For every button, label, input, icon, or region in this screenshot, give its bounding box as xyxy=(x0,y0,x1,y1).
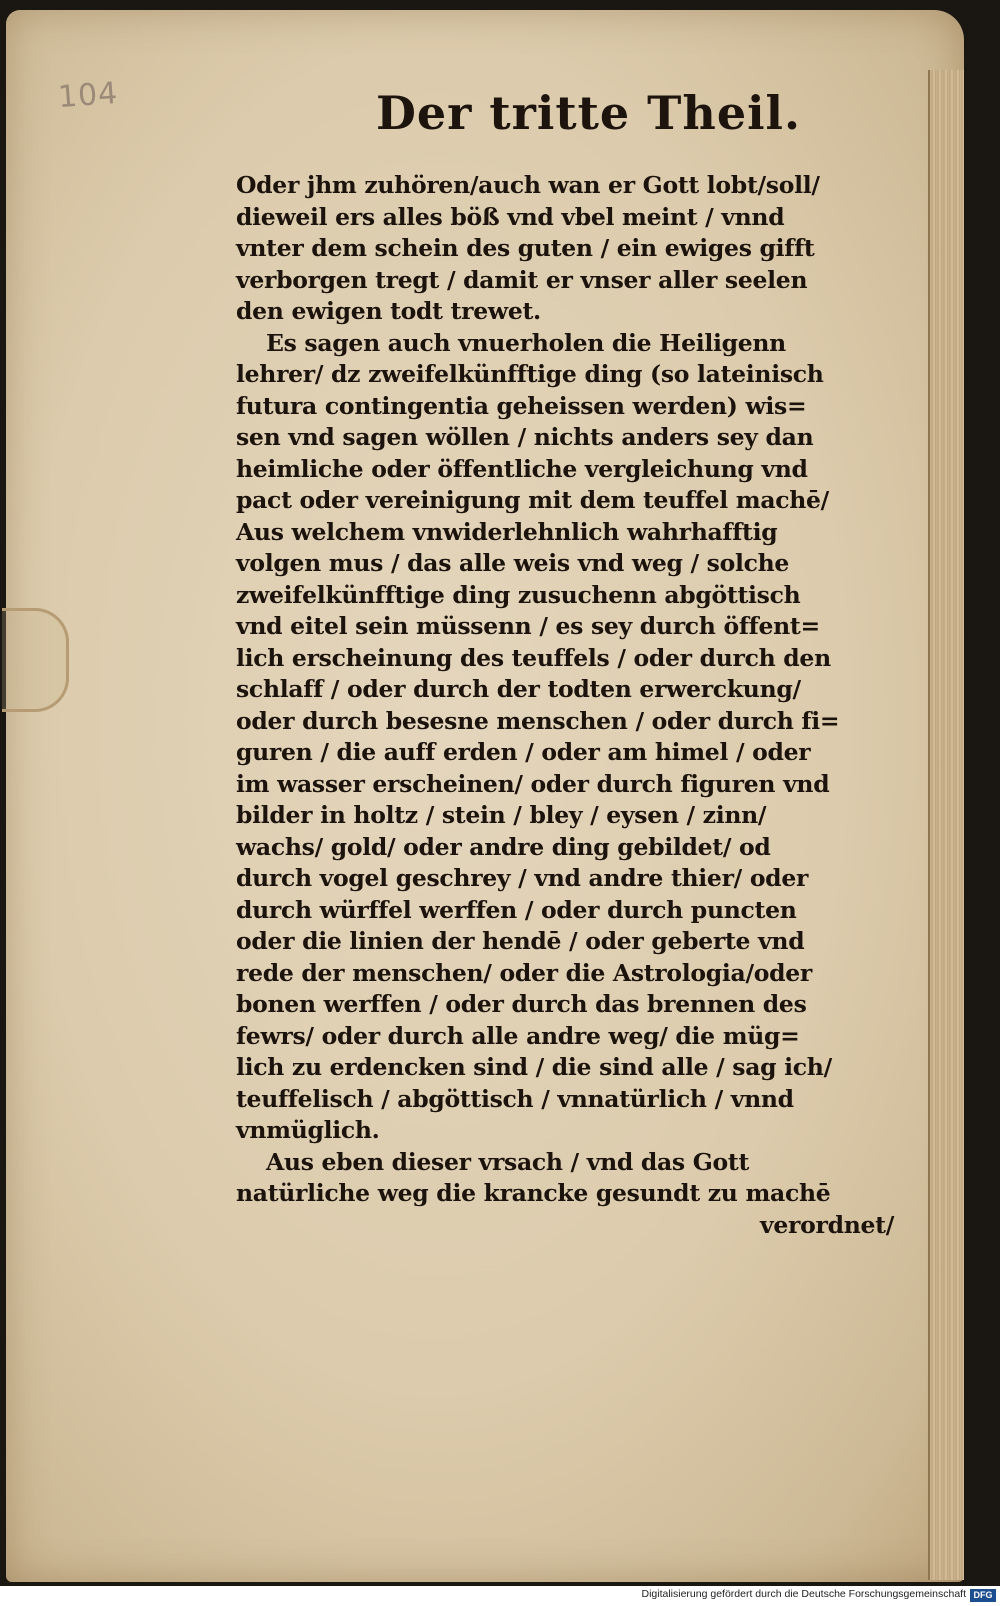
text-line: Es sagen auch vnuerholen die Heiligenn xyxy=(266,328,786,357)
text-line: verborgen tregt / damit er vnser aller seelen xyxy=(236,265,808,294)
text-line: bilder in holtz / stein / bley / eysen / zinn/ xyxy=(236,801,767,829)
text-line: zweifelkünfftige ding zusuchenn abgöttisch xyxy=(236,580,801,609)
text-line: lich zu erdencken sind / die sind alle / sag ich/ xyxy=(236,1053,832,1081)
text-line: volgen mus / das alle weis vnd weg / solche xyxy=(236,549,790,577)
text-line: pact oder vereinigung mit dem teuffel machē/ xyxy=(236,486,829,514)
book-page xyxy=(6,10,964,1582)
text-line: Aus eben dieser vrsach / vnd das Gott xyxy=(266,1147,749,1176)
text-line: heimliche oder öffentliche vergleichung vnd xyxy=(236,454,808,483)
funding-credit: Digitalisierung gefördert durch die Deutsche Forschungsgemeinschaft xyxy=(641,1588,966,1600)
running-head: Der tritte Theil. xyxy=(376,86,802,140)
text-line: oder durch besesne menschen / oder durch fi= xyxy=(236,706,840,735)
text-line: lich erscheinung des teuffels / oder durch den xyxy=(236,643,831,672)
text-line: futura contingentia geheissen werden) wis= xyxy=(236,391,807,420)
catchword: verordnet/ xyxy=(760,1210,894,1239)
text-line: bonen werffen / oder durch das brennen des xyxy=(236,990,807,1018)
text-line: im wasser erscheinen/ oder durch figuren vnd xyxy=(236,769,830,798)
text-line: vnmüglich. xyxy=(236,1116,380,1144)
text-line: schlaff / oder durch der todten erwerckung/ xyxy=(236,675,801,703)
text-line: sen vnd sagen wöllen / nichts anders sey dan xyxy=(236,423,814,451)
body-text xyxy=(236,170,906,1241)
text-line: lehrer/ dz zweifelkünfftige ding (so lateinisch xyxy=(236,360,824,388)
text-line: wachs/ gold/ oder andre ding gebildet/ od xyxy=(236,832,771,861)
text-line: fewrs/ oder durch alle andre weg/ die müg= xyxy=(236,1021,800,1050)
text-line: rede der menschen/ oder die Astrologia/oder xyxy=(236,958,812,987)
dfg-logo: DFG xyxy=(970,1589,996,1602)
text-line: dieweil ers alles böß vnd vbel meint / vnnd xyxy=(236,202,785,231)
footer-bar xyxy=(0,1586,1000,1606)
text-line: natürliche weg die krancke gesundt zu machē xyxy=(236,1179,831,1207)
text-line: Oder jhm zuhören/auch wan er Gott lobt/soll/ xyxy=(236,171,820,199)
text-line: den ewigen todt trewet. xyxy=(236,297,541,325)
page-edges xyxy=(928,70,964,1580)
text-line: vnter dem schein des guten / ein ewiges gifft xyxy=(236,234,815,262)
text-line: Aus welchem vnwiderlehnlich wahrhafftig xyxy=(236,517,778,546)
clasp-impression xyxy=(2,608,69,712)
text-line: durch würffel werffen / oder durch puncten xyxy=(236,895,797,924)
text-line: durch vogel geschrey / vnd andre thier/ oder xyxy=(236,864,809,892)
text-line: teuffelisch / abgöttisch / vnnatürlich / vnnd xyxy=(236,1084,794,1113)
text-line: oder die linien der hendē / oder geberte vnd xyxy=(236,927,805,955)
folio-number: 104 xyxy=(56,75,120,116)
text-line: guren / die auff erden / oder am himel / oder xyxy=(236,738,811,766)
text-line: vnd eitel sein müssenn / es sey durch öffent= xyxy=(236,612,820,640)
